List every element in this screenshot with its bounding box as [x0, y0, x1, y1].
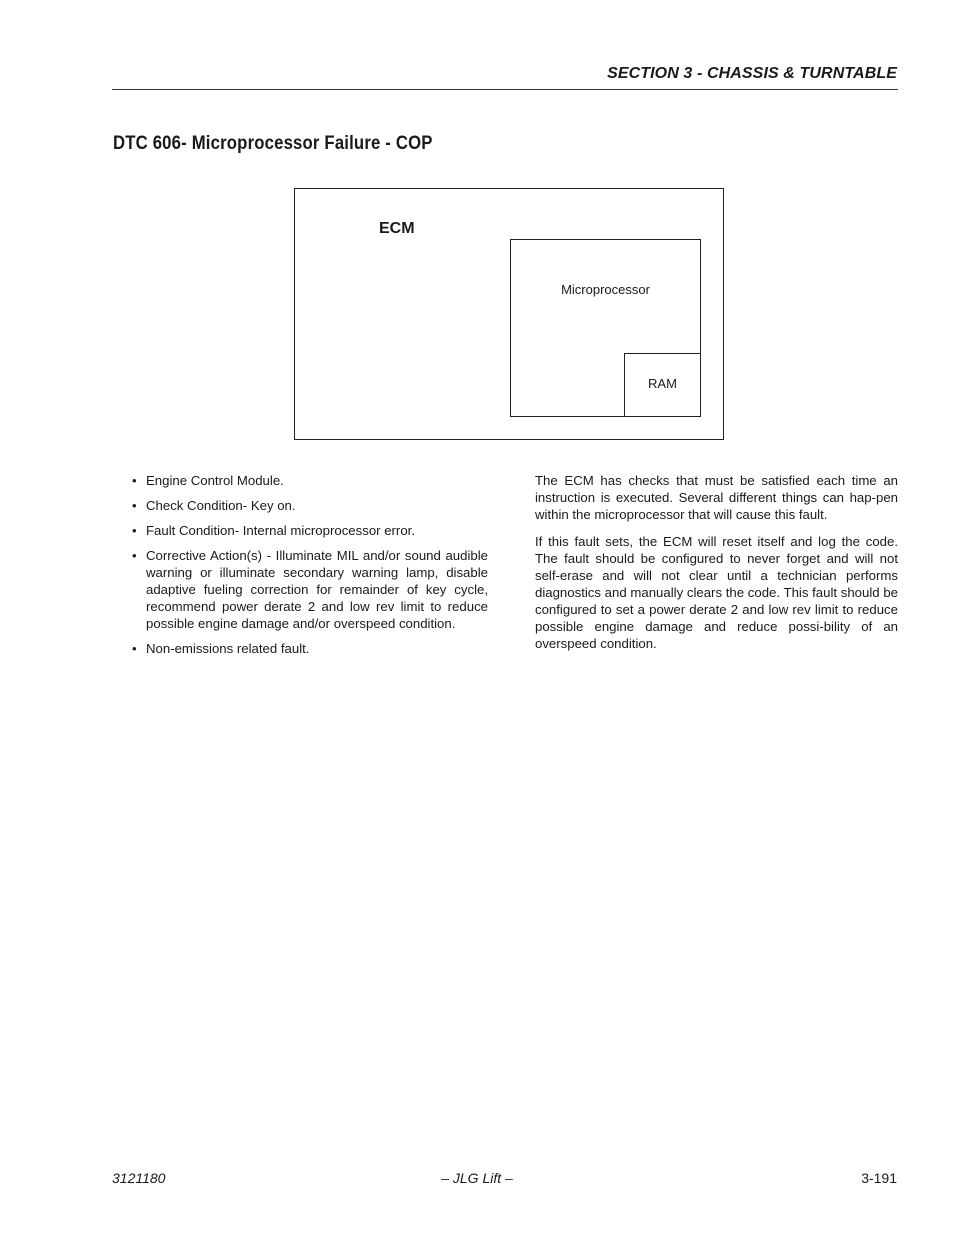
- list-item: [132, 640, 488, 657]
- microprocessor-label: Microprocessor: [561, 282, 650, 297]
- ram-label: RAM: [648, 376, 677, 391]
- description-paragraph: If this fault sets, the ECM will reset itself and log the code. The fault should be configured to never forget and will not self-erase and will not clear until a technician performs diagnostics and manually clears the code. This fault should be configured to set a power derate 2 and low rev limit to reduce possible engine damage and reduce possi-bility of an overspeed condition.: [535, 534, 898, 651]
- ram-box: [624, 353, 701, 417]
- page-number: 3-191: [861, 1170, 897, 1186]
- list-item-text: Fault Condition- Internal microprocessor error.: [146, 523, 415, 538]
- page-title: DTC 606- Microprocessor Failure - COP: [113, 133, 433, 154]
- ecm-diagram: [294, 188, 724, 440]
- section-header: SECTION 3 - CHASSIS & TURNTABLE: [607, 65, 897, 82]
- fault-details-list: [132, 472, 488, 665]
- description-paragraph: The ECM has checks that must be satisfied each time an instruction is executed. Several different things can hap-pen within the microprocessor that will cause this fault.: [535, 473, 898, 522]
- bullet-icon: •: [132, 523, 137, 538]
- list-item-text: Check Condition- Key on.: [146, 498, 296, 513]
- list-item: [132, 497, 488, 514]
- list-item-text: Engine Control Module.: [146, 473, 284, 488]
- bullet-icon: •: [132, 641, 137, 656]
- ecm-label: ECM: [379, 220, 415, 237]
- list-item: [132, 547, 488, 632]
- bullet-icon: •: [132, 548, 137, 563]
- bullet-icon: •: [132, 498, 137, 513]
- list-item: [132, 472, 488, 489]
- header-divider: [112, 89, 898, 90]
- doc-number: 3121180: [112, 1170, 166, 1186]
- description-column: [535, 472, 898, 662]
- publisher-footer: – JLG Lift –: [441, 1170, 513, 1186]
- microprocessor-box: [510, 239, 701, 417]
- bullet-icon: •: [132, 473, 137, 488]
- list-item-text: Corrective Action(s) - Illuminate MIL and/or sound audible warning or illuminate secondary warning lamp, disable adaptive fueling correction for remainder of key cycle, recommend power derate 2 and low rev limit to reduce possible engine damage and/or overspeed condition.: [146, 548, 488, 631]
- list-item: [132, 522, 488, 539]
- list-item-text: Non-emissions related fault.: [146, 641, 310, 656]
